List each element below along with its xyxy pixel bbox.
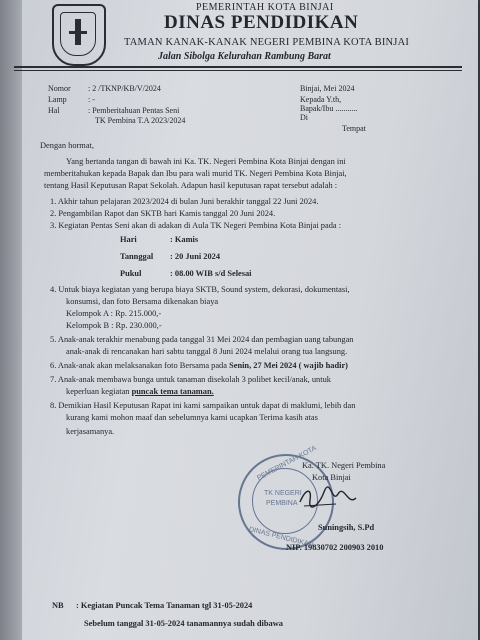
event-day-value: : Kamis: [170, 235, 199, 244]
header-agency: DINAS PENDIDIKAN: [164, 12, 359, 33]
list-item-5-line2: anak-anak di rencanakan hari sabtu tanggal 8 Juni 2024 melalui orang tua langsung.: [66, 347, 348, 356]
paragraph-intro-2: memberitahukan kepada Bapak dan Ibu para wali murid TK. Negeri Pembina Kota Binjai,: [44, 169, 347, 178]
event-date-label: Tannggal: [120, 252, 154, 261]
theme-event: puncak tema tanaman.: [131, 387, 214, 396]
paragraph-intro-3: tentang Hasil Keputusan Rapat Sekolah. Adapun hasil keputusan rapat tersebut adalah :: [44, 181, 338, 190]
note-line-1: : Kegiatan Puncak Tema Tanaman tgl 31-05-2024: [76, 601, 253, 610]
meta-nomor: Nomor : 2 /TKNP/KB/V/2024: [48, 84, 161, 93]
greeting: Dengan hormat,: [40, 141, 94, 150]
list-item-6: 6. Anak-anak akan melaksanakan foto Bersama pada Senin, 27 Mei 2024 ( wajib hadir): [50, 361, 348, 370]
paragraph-intro-1: Yang bertanda tangan di bawah ini Ka. TK. Negeri Pembina Kota Binjai dengan ini: [66, 157, 346, 166]
meta-hal: Hal : Pemberitahuan Pentas Seni: [48, 106, 180, 115]
signatory-title: Ka. TK. Negeri Pembina: [302, 461, 386, 470]
note-label: NB: [52, 601, 64, 610]
letterhead-rule-thin: [14, 70, 462, 71]
letterhead-rule: [14, 66, 462, 68]
list-item-8: 8. Demikian Hasil Keputusan Rapat ini kami sampaikan untuk dapat di maklumi, lebih dan: [50, 401, 356, 410]
paper-edge-shadow: [0, 0, 22, 640]
list-item-8-line3: kerjasamanya.: [66, 427, 115, 436]
handwritten-signature: [296, 484, 360, 510]
list-item-8-line2: kurang kami mohon maaf dan sebelumnya kami ucapkan Terima kasih atas: [66, 413, 318, 422]
event-date-value: : 20 Juni 2024: [170, 252, 221, 261]
signatory-nip: NIP. 19830702 200903 2010: [286, 543, 384, 552]
event-time-value: : 08.00 WIB s/d Selesai: [170, 269, 252, 278]
header-school: TAMAN KANAK-KANAK NEGERI PEMBINA KOTA BINJAI: [124, 37, 410, 48]
list-item-4-line2: konsumsi, dan foto Bersama dikenakan biaya: [66, 297, 219, 306]
meta-lamp: Lamp : -: [48, 95, 95, 104]
meta-place-date: Binjai, Mei 2024: [300, 84, 355, 93]
photo-date: Senin, 27 Mei 2024 ( wajib hadir): [229, 361, 348, 370]
event-day-label: Hari: [120, 235, 137, 244]
meta-recipient-2: Bapak/Ibu ...........: [300, 104, 358, 113]
meta-recipient-1: Kepada Y.th,: [300, 95, 342, 104]
list-item-1: 1. Akhir tahun pelajaran 2023/2024 di bulan Juni berakhir tanggal 22 Juni 2024.: [50, 197, 319, 206]
list-item-2: 2. Pengambilan Rapot dan SKTB hari Kamis tanggal 20 Juni 2024.: [50, 209, 276, 218]
list-item-7-line2: keperluan kegiatan puncak tema tanaman.: [66, 387, 214, 396]
header-address: Jalan Sibolga Kelurahan Rambung Barat: [158, 51, 331, 62]
fee-group-a: Kelompok A : Rp. 215.000,-: [66, 309, 162, 318]
fee-group-b: Kelompok B : Rp. 230.000,-: [66, 321, 162, 330]
meta-hal-line2: TK Pembina T.A 2023/2024: [95, 116, 186, 125]
note-line-2: Sebelum tanggal 31-05-2024 tanamannya sudah dibawa: [84, 619, 283, 628]
signatory-name: Suningsih, S.Pd: [318, 523, 375, 532]
city-emblem-logo: [52, 4, 106, 66]
event-time-label: Pukul: [120, 269, 142, 278]
list-item-3: 3. Kegiatan Pentas Seni akan di adakan di Aula TK Negeri Pembina Kota Binjai pada :: [50, 221, 342, 230]
header-government: PEMERINTAH KOTA BINJAI: [196, 2, 334, 13]
signatory-city: Kota Binjai: [312, 473, 351, 482]
meta-recipient-3: Di: [300, 113, 308, 122]
school-stamp: PEMERINTAH KOTA TK NEGERI PEMBINA DINAS PENDIDIKAN: [238, 454, 334, 550]
meta-recipient-4: Tempat: [342, 124, 366, 133]
list-item-7: 7. Anak-anak membawa bunga untuk tanaman disekolah 3 polibet kecil/anak, untuk: [50, 375, 331, 384]
list-item-5: 5. Anak-anak terakhir menabung pada tanggal 31 Mei 2024 dan pembagian uang tabungan: [50, 335, 354, 344]
list-item-4: 4. Untuk biaya kegiatan yang berupa biaya SKTB, Sound system, dekorasi, dokumentasi,: [50, 285, 350, 294]
